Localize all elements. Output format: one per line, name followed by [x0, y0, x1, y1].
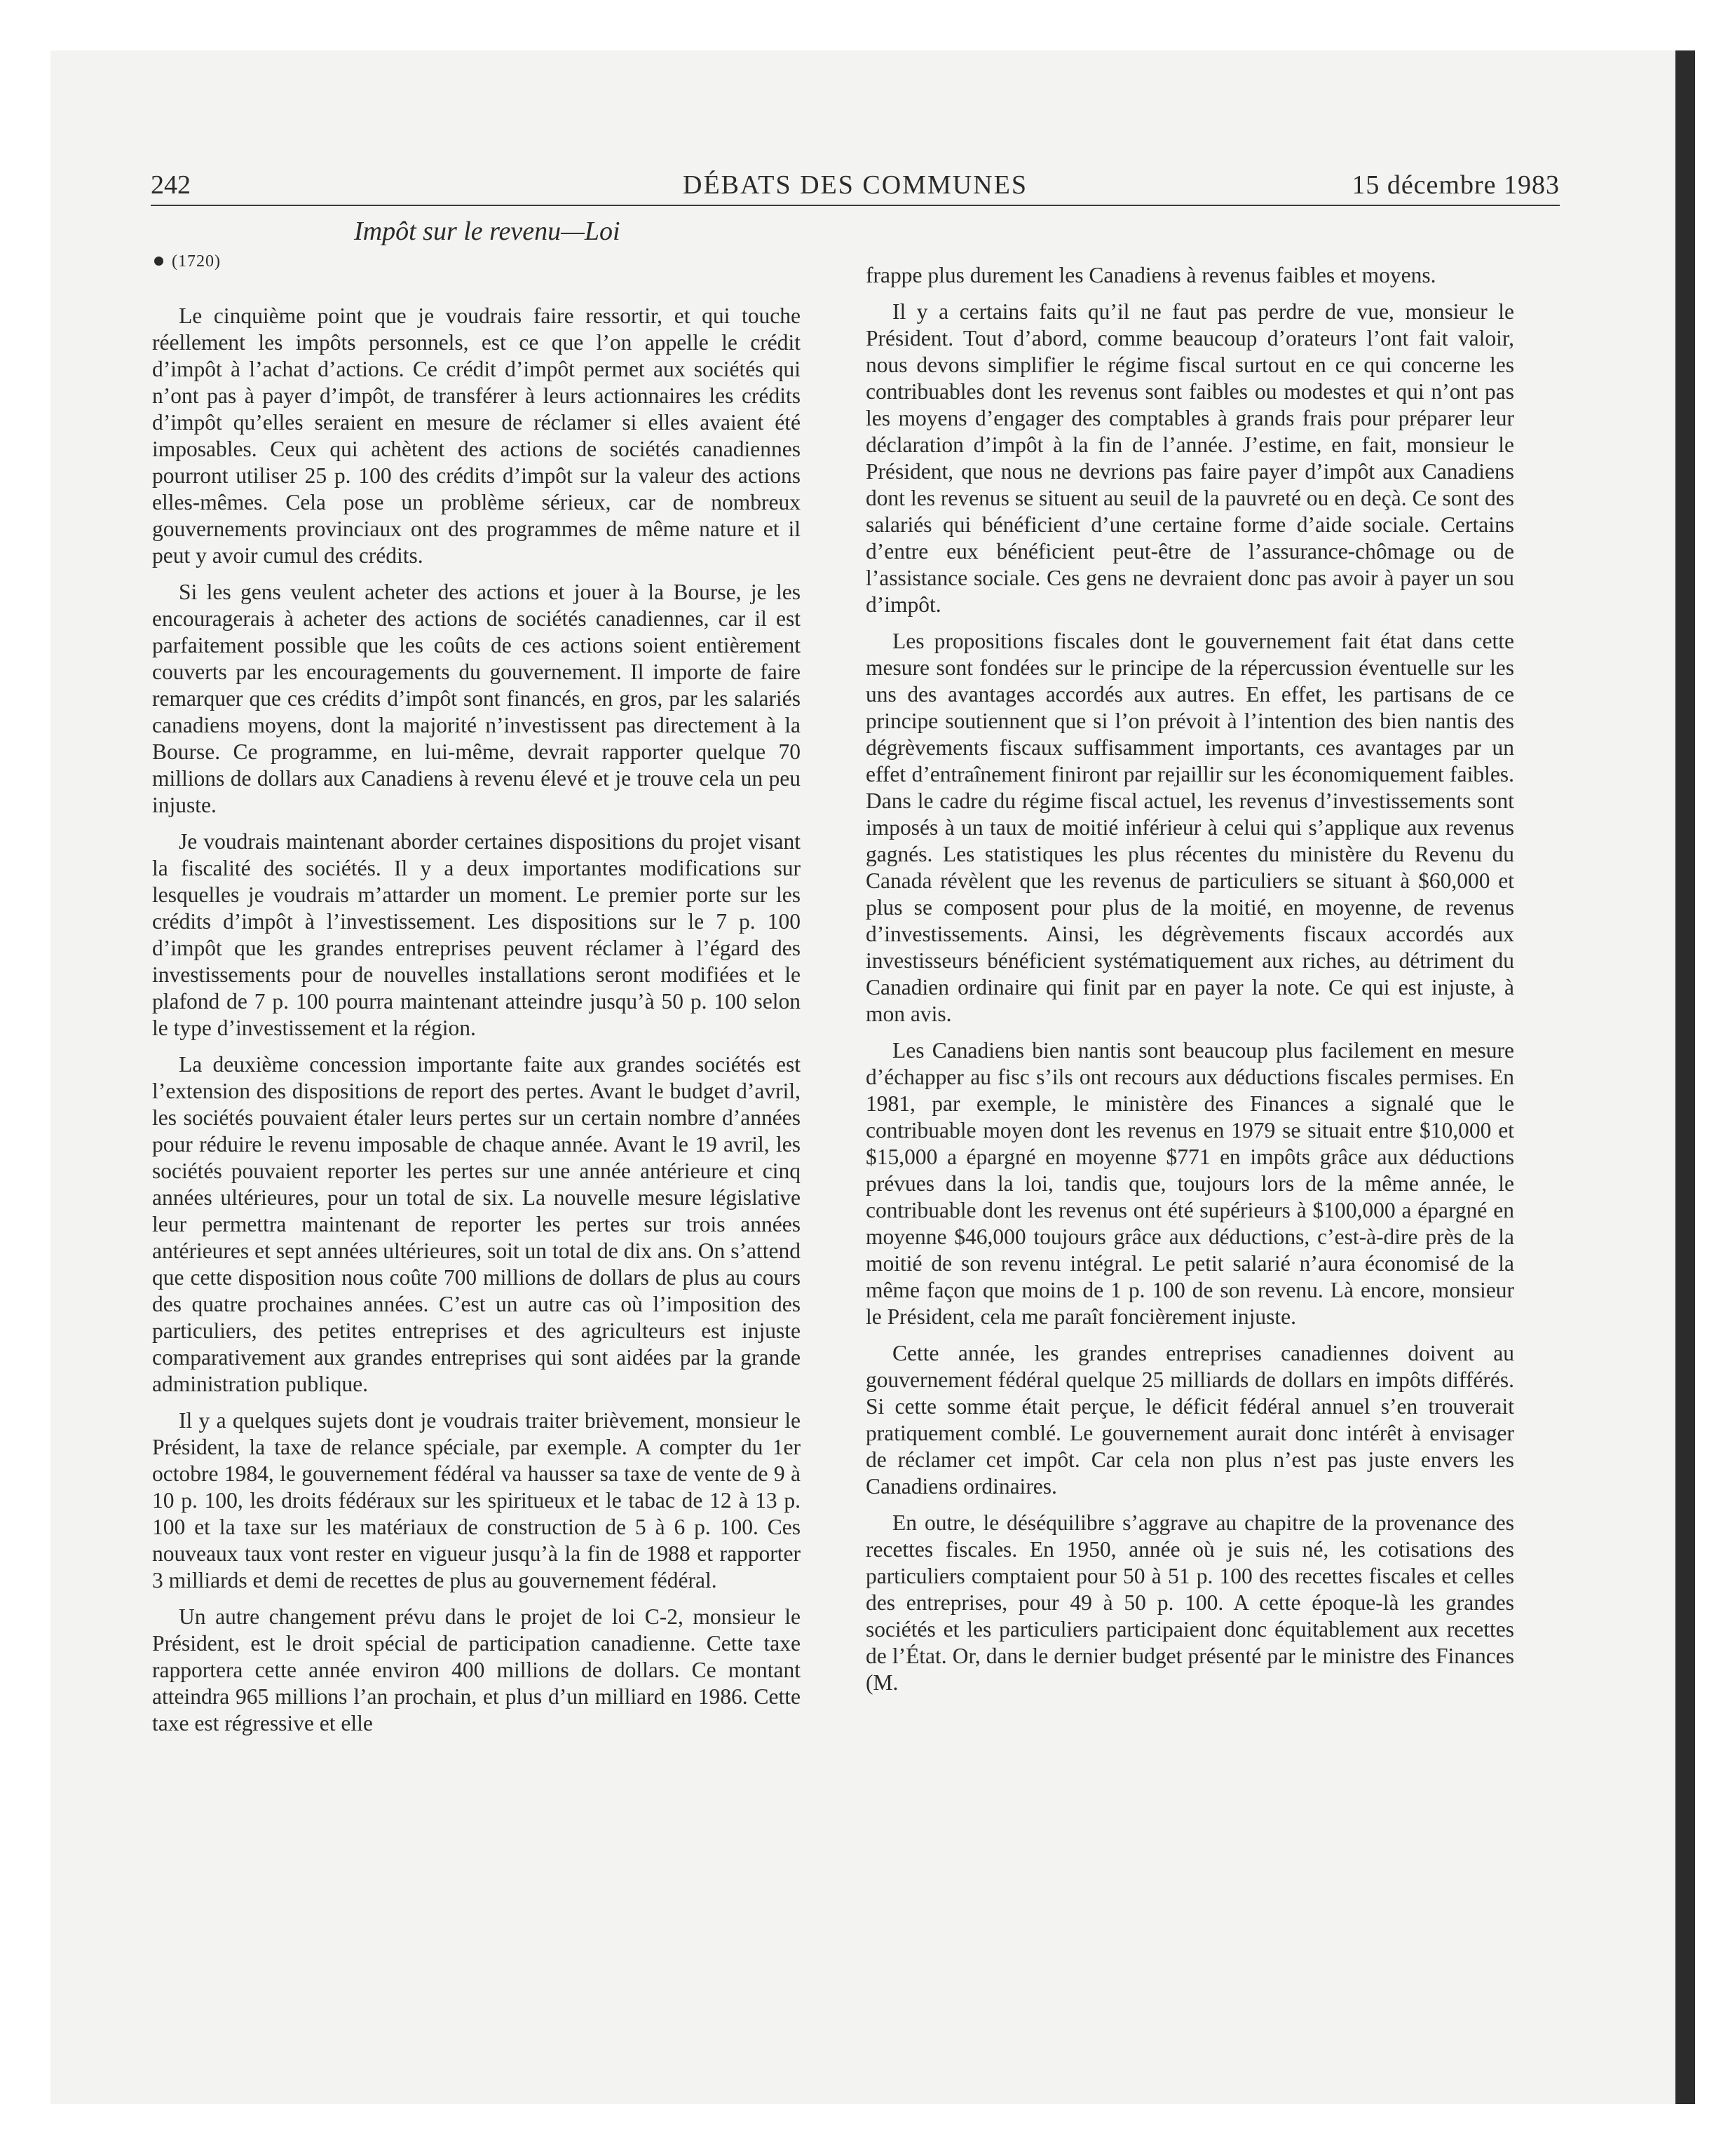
header-rule: [151, 205, 1560, 206]
paragraph: En outre, le déséquilibre s’aggrave au chapitre de la provenance des recettes fiscales. En 1950, année où je suis né, les cotisations des particuliers comptaient pour 50 à 51 p. 100 des recettes fiscales et celles des entreprises, pour 49 à 50 p. 100. A cette époque-là les grandes sociétés et les particuliers participaient donc équitablement aux recettes de l’État. Or, dans le dernier budget présenté par le ministre des Finances (M.: [866, 1510, 1514, 1695]
paragraph: Un autre changement prévu dans le projet de loi C-2, monsieur le Président, est le droit spécial de participation canadienne. Cette taxe rapportera cette année environ 400 millions de dollars. Ce montant atteindra 965 millions l’an prochain, et plus d’un milliard en 1986. Cette taxe est régressive et elle: [152, 1604, 801, 1735]
publication-title: DÉBATS DES COMMUNES: [683, 170, 1028, 200]
paragraph-continued: frappe plus durement les Canadiens à revenus faibles et moyens.: [866, 263, 1436, 287]
left-column: [152, 303, 801, 1747]
running-head: [151, 164, 1560, 206]
paragraph: Le cinquième point que je voudrais faire ressortir, et qui touche réellement les impôts personnels, est ce que l’on appelle le crédit d’impôt à l’achat d’actions. Ce crédit d’impôt permet aux sociétés qui n’ont pas à payer d’impôt, de transférer à leurs actionnaires les crédits d’impôt qu’elles seraient en mesure de réclamer si elles avaient été imposables. Ceux qui achètent des actions de sociétés canadiennes pourront utiliser 25 p. 100 des crédits d’impôt sur la valeur des actions elles-mêmes. Cela pose un problème sérieux, car de nombreux gouvernements provinciaux ont des programmes de même nature et il peut y avoir cumul des crédits.: [152, 303, 801, 568]
time-marker: [154, 250, 221, 273]
paragraph: Je voudrais maintenant aborder certaines dispositions du projet visant la fiscalité des sociétés. Il y a deux importantes modifications sur lesquelles je voudrais m’attarder un moment. Le premier porte sur les crédits d’impôt à l’investissement. Les dispositions sur le 7 p. 100 d’impôt que les grandes entreprises peuvent réclamer à l’égard des investissements pour de nouvelles installations seront modifiées et le plafond de 7 p. 100 pourra maintenant atteindre jusqu’à 50 p. 100 selon le type d’investissement et la région.: [152, 829, 801, 1040]
paragraph: Les Canadiens bien nantis sont beaucoup plus facilement en mesure d’échapper au fisc s’ils ont recours aux déductions fiscales permises. En 1981, par exemple, le ministère des Finances a signalé que le contribuable moyen dont les revenus en 1979 se situait entre $10,000 et $15,000 a épargné en moyenne $771 en impôts grâce aux déductions prévues dans la loi, tandis que, toujours lors de la même année, le contribuable dont les revenus ont été supérieurs à $100,000 a épargné en moyenne $46,000 toujours grâce aux déductions, c’est-à-dire près de la moitié de son revenu intégral. Le petit salarié n’aura économisé de la même façon que moins de 1 p. 100 de son revenu. Là encore, monsieur le Président, cela me paraît foncièrement injuste.: [866, 1038, 1514, 1329]
section-title: Impôt sur le revenu—Loi: [354, 217, 620, 246]
paragraph: La deuxième concession importante faite aux grandes sociétés est l’extension des dispositions de report des pertes. Avant le budget d’avril, les sociétés pouvaient étaler leurs pertes sur un certain nombre d’années pour réduire le revenu imposable de chaque année. Avant le 19 avril, les sociétés pouvaient reporter les pertes sur une année antérieure et cinq années ultérieures, pour un total de six. La nouvelle mesure législative leur permettra maintenant de reporter les pertes sur trois années antérieures et sept années ultérieures, soit un total de dix ans. On s’attend que cette disposition nous coûte 700 millions de dollars de plus au cours des quatre prochaines années. C’est un autre cas où l’imposition des particuliers, des petites entreprises et des agriculteurs est injuste comparativement aux grandes entreprises qui sont aidées par la grande administration publique.: [152, 1052, 801, 1396]
binding-edge: [1675, 50, 1695, 2104]
paragraph: Il y a quelques sujets dont je voudrais traiter brièvement, monsieur le Président, la taxe de relance spéciale, par exemple. A compter du 1er octobre 1984, le gouvernement fédéral va hausser sa taxe de vente de 9 à 10 p. 100, les droits fédéraux sur les spiritueux et le tabac de 12 à 13 p. 100 et la taxe sur les matériaux de construction de 5 à 6 p. 100. Ces nouveaux taux vont rester en vigueur jusqu’à la fin de 1988 et rapporter 3 milliards et demi de recettes de plus au gouvernement fédéral.: [152, 1408, 801, 1592]
time-marker-label: (1720): [172, 252, 221, 271]
bullet-icon: [154, 257, 163, 266]
paragraph: Il y a certains faits qu’il ne faut pas perdre de vue, monsieur le Président. Tout d’abord, comme beaucoup d’orateurs l’ont fait valoir, nous devons simplifier le régime fiscal surtout en ce qui concerne les contribuables dont les revenus sont faibles ou modestes et qui n’ont pas les moyens d’engager des comptables à grands frais pour préparer leur déclaration d’impôt à la fin de l’année. J’estime, en fait, monsieur le Président, que nous ne devrions pas faire payer d’impôt aux Canadiens dont les revenus se situent au seuil de la pauvreté ou en deçà. Ce sont des salariés qui bénéficient d’une certaine forme d’aide sociale. Certains d’entre eux bénéficient peut-être de l’assurance-chômage ou de l’assistance sociale. Ces gens ne devraient donc pas avoir à payer un sou d’impôt.: [866, 299, 1514, 617]
issue-date: 15 décembre 1983: [1352, 170, 1560, 200]
paragraph: Cette année, les grandes entreprises canadiennes doivent au gouvernement fédéral quelque 25 milliards de dollars en impôts différés. Si cette somme était perçue, le déficit fédéral annuel s’en trouverait pratiquement comblé. Le gouvernement aurait donc intérêt à envisager de réclamer cet impôt. Car cela non plus n’est pas juste envers les Canadiens ordinaires.: [866, 1341, 1514, 1499]
paragraph: Si les gens veulent acheter des actions et jouer à la Bourse, je les encouragerais à acheter des actions de sociétés canadiennes, car il est parfaitement possible que les coûts de ces actions soient entièrement couverts par les encouragements du gouvernement. Il importe de faire remarquer que ces crédits d’impôt sont financés, en gros, par les salariés canadiens moyens, dont la majorité n’investissent pas directement à la Bourse. Ce programme, en lui-même, devrait rapporter quelque 70 millions de dollars aux Canadiens à revenu élevé et je trouve cela un peu injuste.: [152, 580, 801, 817]
page-number: 242: [151, 170, 191, 200]
right-column: [866, 262, 1514, 1706]
paragraph: Les propositions fiscales dont le gouvernement fait état dans cette mesure sont fondées sur le principe de la répercussion éventuelle sur les uns des avantages accordés aux autres. En effet, les partisans de ce principe soutiennent que si l’on prévoit à l’intention des bien nantis des dégrèvements fiscaux suffisamment importants, ces avantages par un effet d’entraînement finiront par rejaillir sur les économiquement faibles. Dans le cadre du régime fiscal actuel, les revenus d’investissements sont imposés à un taux de moitié inférieur à celui qui s’applique aux revenus gagnés. Les statistiques les plus récentes du ministère du Revenu du Canada révèlent que les revenus de particuliers se situant à $60,000 et plus se composent pour plus de la moitié, en moyenne, de revenus d’investissements. Ainsi, les dégrèvements fiscaux accordés aux investisseurs bénéficient systématiquement aux riches, au détriment du Canadien ordinaire qui finit par en payer la note. Ce qui est injuste, à mon avis.: [866, 629, 1514, 1026]
